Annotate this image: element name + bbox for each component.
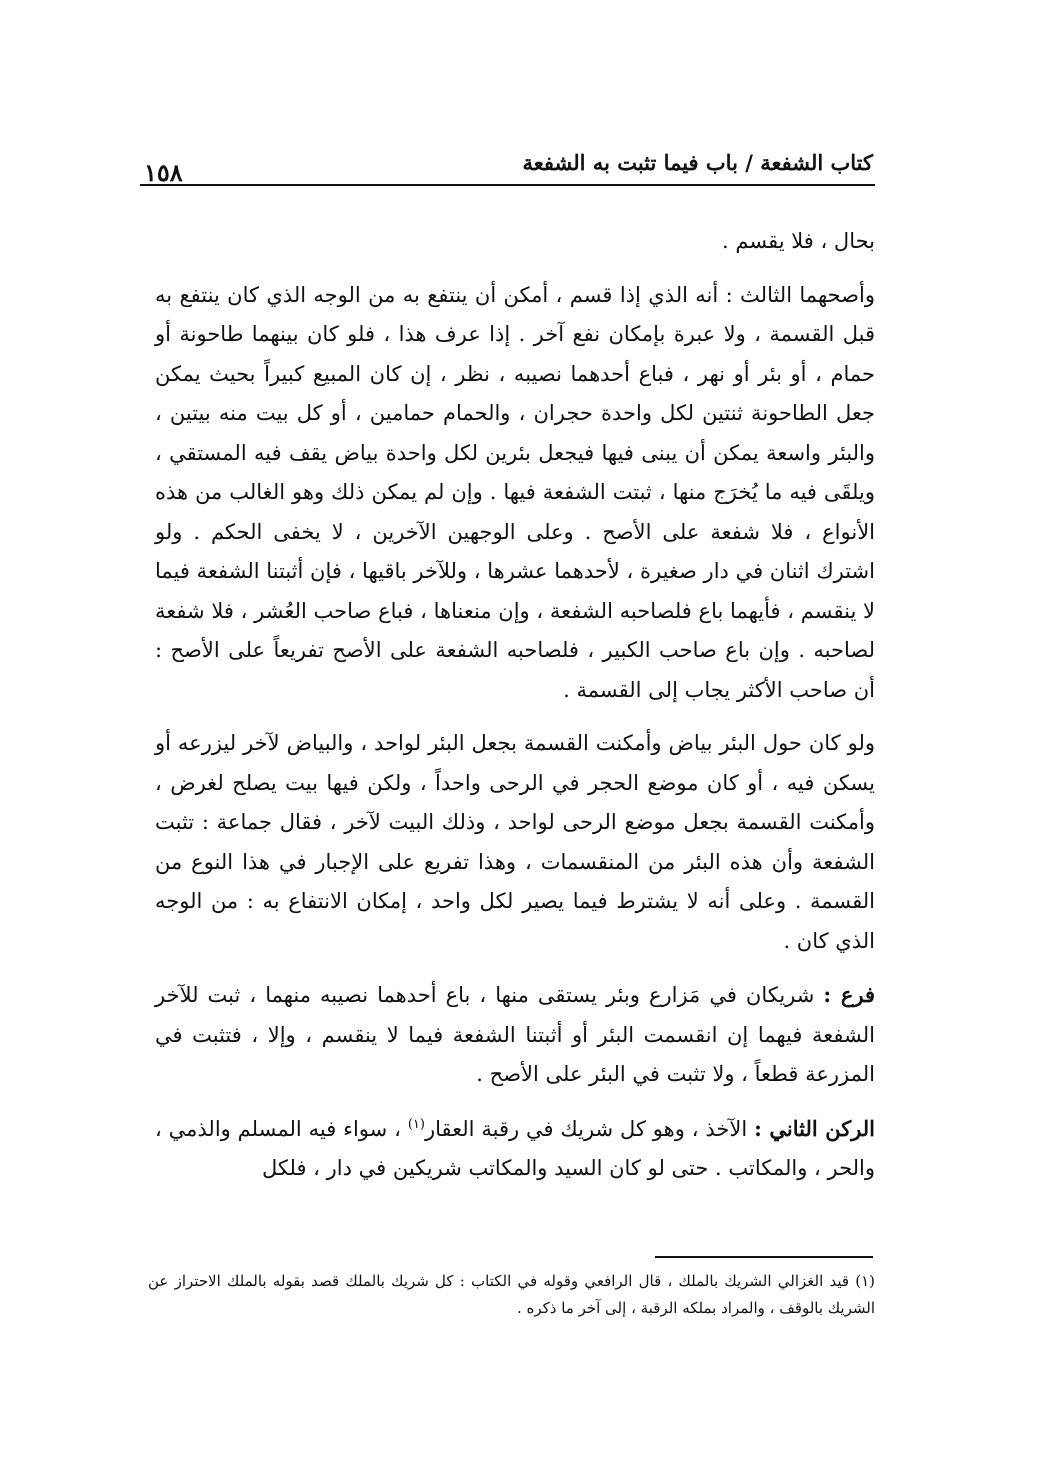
paragraph-5-text-b: ، سواء فيه المسلم والذمي ، والحر ، والمكاتب . حتى لو كان السيد والمكاتب شريكين في دار ، فلكل [155, 1116, 875, 1180]
section-lead-second-pillar: الركن الثاني : [754, 1115, 876, 1141]
section-lead-far: فرع : [823, 982, 875, 1007]
body-text [155, 222, 875, 1189]
paragraph-5 [155, 1109, 875, 1189]
footnote-rule [655, 1256, 873, 1258]
running-title: كتاب الشفعة / باب فيما تثبت به الشفعة [522, 150, 873, 175]
footnote-reference[interactable]: (١) [407, 1116, 425, 1132]
footnote [148, 1268, 875, 1322]
footnote-text: (١) قيد الغزالي الشريك بالملك ، قال الرافعي وقوله في الكتاب : كل شريك بالملك قصد بقوله بالملك الاحتراز عن الشريك بالوقف ، والمراد بملكه الرقبة ، إلى آخر ما ذكره . [148, 1272, 875, 1317]
page-number: ١٥٨ [144, 158, 183, 187]
header-rule [140, 184, 875, 186]
paragraph-4 [155, 975, 875, 1095]
paragraph-4-text: شريكان في مَزارع وبئر يستقى منها ، باع أحدهما نصيبه منهما ، ثبت للآخر الشفعة فيهما إن انقسمت البئر أو أثبتنا الشفعة فيما لا ينقسم ، وإلا ، فتثبت في المزرعة قطعاً ، ولا تثبت في البئر على الأصح . [155, 983, 875, 1086]
paragraph-3: ولو كان حول البئر بياض وأمكنت القسمة بجعل البئر لواحد ، والبياض لآخر ليزرعه أو يسكن فيه ، أو كان موضع الحجر في الرحى واحداً ، ولكن فيها بيت يصلح لغرض ، وأمكنت القسمة بجعل موضع الرحى لواحد ، وذلك البيت لآخر ، فقال جماعة : تثبت الشفعة وأن هذه البئر من المنقسمات ، وهذا تفريع على الإجبار في هذا النوع من القسمة . وعلى أنه لا يشترط فيما يصير لكل واحد ، إمكان الانتفاع به : من الوجه الذي كان . [155, 731, 875, 953]
paragraph-5-text-a: الآخذ ، وهو كل شريك في رقبة العقار [424, 1116, 748, 1141]
paragraph-1: بحال ، فلا يقسم . [722, 229, 875, 253]
paragraph-2: وأصحهما الثالث : أنه الذي إذا قسم ، أمكن أن ينتفع به من الوجه الذي كان ينتفع به قبل القسمة ، ولا عبرة بإمكان نفع آخر . إذا عرف هذا ، فلو كان بينهما طاحونة أو حمام ، أو بئر أو نهر ، فباع أحدهما نصيبه ، نظر ، إن كان المبيع كبيراً بحيث يمكن جعل الطاحونة ثنتين لكل واحدة حجران ، والحمام حمامين ، أو كل بيت منه بيتين ، والبئر واسعة يمكن أن يبنى فيها فيجعل بئرين لكل واحدة بياض يقف فيه المستقي ، ويلقَى فيه ما يُخرَج منها ، ثبتت الشفعة فيها . وإن لم يمكن ذلك وهو الغالب من هذه الأنواع ، فلا شفعة على الأصح . وعلى الوجهين الآخرين ، لا يخفى الحكم . ولو اشترك اثنان في دار صغيرة ، لأحدهما عشرها ، وللآخر باقيها ، فإن أثبتنا الشفعة فيما لا ينقسم ، فأيهما باع فلصاحبه الشفعة ، وإن منعناها ، فباع صاحب العُشر ، فلا شفعة لصاحبه . وإن باع صاحب الكبير ، فلصاحبه الشفعة على الأصح تفريعاً على الأصح : أن صاحب الأكثر يجاب إلى القسمة . [155, 282, 875, 702]
